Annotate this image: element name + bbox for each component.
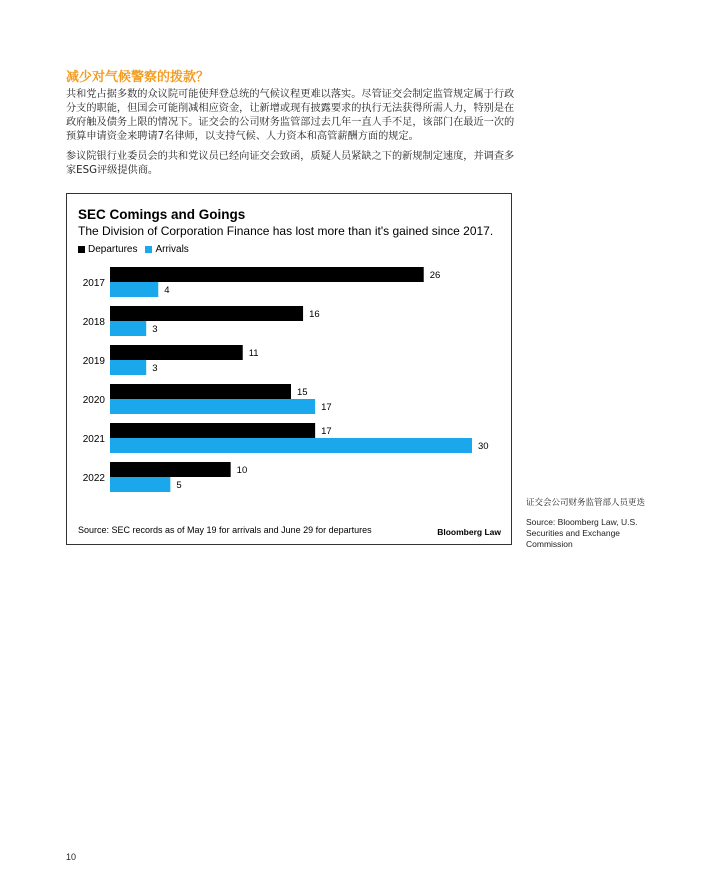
bar-departures-2022 (110, 462, 231, 477)
data-label-arrivals-2018: 3 (152, 324, 158, 335)
legend-label-departures: Departures (88, 244, 138, 255)
data-label-departures-2022: 10 (236, 465, 248, 476)
data-label-departures-2019: 11 (248, 348, 259, 359)
figure-caption: 证交会公司财务监管部人员更迭 (526, 498, 646, 508)
chart-brand-logo: Bloomberg Law (437, 527, 501, 537)
data-label-departures-2021: 17 (321, 426, 332, 437)
bar-departures-2019 (110, 345, 243, 360)
bar-departures-2021 (110, 423, 315, 438)
data-label-arrivals-2021: 30 (478, 441, 489, 452)
data-label-departures-2020: 15 (297, 387, 308, 398)
body-paragraph-1: 共和党占据多数的众议院可能使拜登总统的气候议程更难以落实。尽管证交会制定监管规定属于行政分支的职能，但国会可能削减相应资金，让新增或现有披露要求的执行无法获得所需人力，特别是在政府触及债务上限的情况下。证交会的公司财务监管部过去几年一直人手不足，该部门在最近一次的预算申请资金来聘请7名律师，以支持气候、人力资本和高管薪酬方面的规定。 (66, 89, 515, 142)
data-label-departures-2018: 16 (309, 309, 320, 320)
bar-arrivals-2022 (110, 477, 170, 492)
bar-arrivals-2021 (110, 438, 472, 453)
section-heading: 减少对气候警察的拨款？ (66, 70, 210, 85)
bar-departures-2020 (110, 384, 291, 399)
data-label-arrivals-2022: 5 (176, 480, 182, 491)
bar-departures-2018 (110, 306, 303, 321)
chart-title: SEC Comings and Goings (78, 207, 246, 222)
bar-arrivals-2018 (110, 321, 146, 336)
data-label-arrivals-2019: 3 (152, 363, 158, 374)
chart-figure (66, 193, 512, 545)
data-label-arrivals-2020: 17 (321, 402, 332, 413)
legend-item-departures (78, 244, 137, 255)
chart-plot (67, 262, 511, 502)
category-label-2021: 2021 (82, 434, 105, 445)
chart-source: Source: SEC records as of May 19 for arrivals and June 29 for departures (78, 525, 372, 535)
body-paragraph-2: 参议院银行业委员会的共和党议员已经向证交会致函，质疑人员紧缺之下的新规制定速度，并调查多家ESG评级提供商。 (66, 151, 515, 176)
legend-swatch-arrivals (145, 246, 152, 253)
category-label-2018: 2018 (82, 317, 105, 328)
category-label-2020: 2020 (82, 395, 105, 406)
legend-label-arrivals: Arrivals (155, 244, 189, 255)
bar-arrivals-2017 (110, 282, 158, 297)
figure-source: Source: Bloomberg Law, U.S. Securities and Exchange Commission (526, 517, 638, 549)
bar-arrivals-2020 (110, 399, 315, 414)
legend-swatch-departures (78, 246, 85, 253)
chart-subtitle: The Division of Corporation Finance has lost more than it's gained since 2017. (78, 224, 494, 238)
category-label-2019: 2019 (82, 356, 105, 367)
page-number: 10 (66, 852, 77, 862)
category-label-2022: 2022 (82, 473, 105, 484)
bar-arrivals-2019 (110, 360, 146, 375)
data-label-departures-2017: 26 (429, 270, 441, 281)
data-label-arrivals-2017: 4 (164, 285, 170, 296)
category-label-2017: 2017 (82, 278, 105, 289)
chart-legend (78, 244, 189, 255)
legend-item-arrivals (145, 244, 188, 255)
bar-departures-2017 (110, 267, 424, 282)
